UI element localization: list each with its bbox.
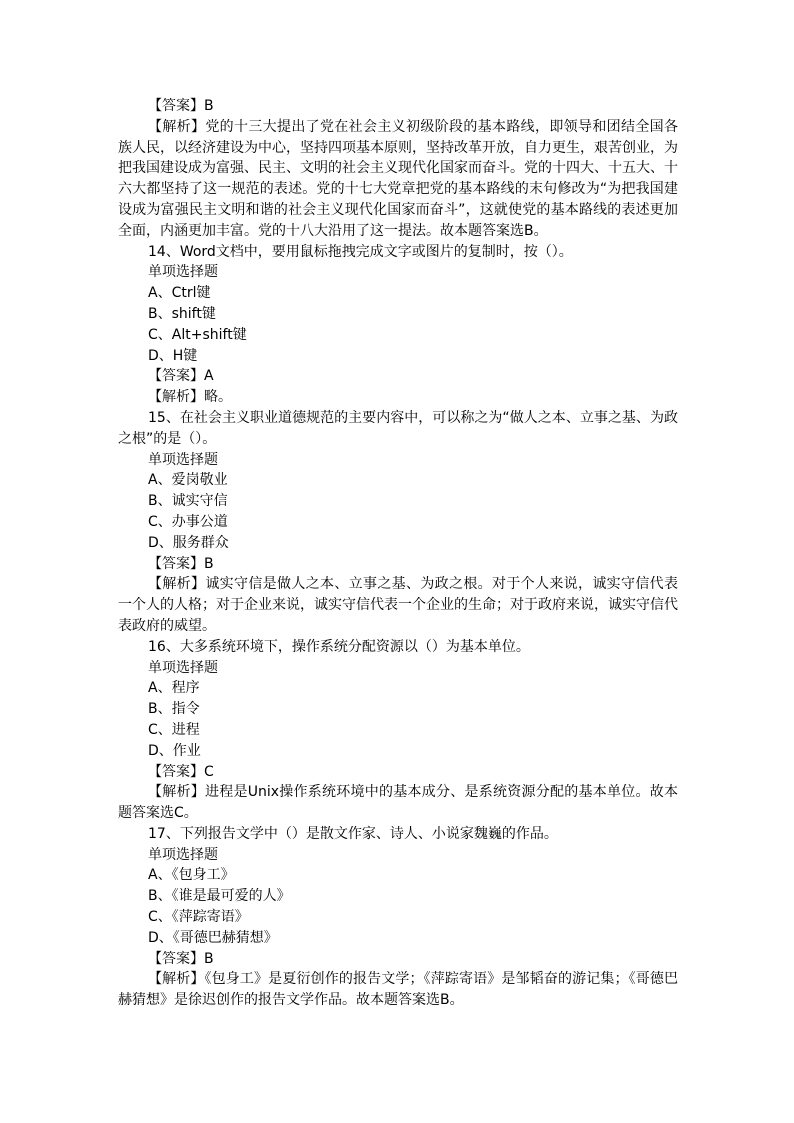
q17-analysis: 【解析】《包身工》是夏衍创作的报告文学；《萍踪寄语》是邹韬奋的游记集；《哥德巴赫猜想》是徐迟创作的报告文学作品。故本题答案选B。	[118, 971, 678, 1009]
q17-question: 17、下列报告文学中（）是散文作家、诗人、小说家魏巍的作品。	[148, 825, 558, 842]
q15-option-c: C、办事公道	[148, 513, 228, 530]
q16-question: 16、大多系统环境下，操作系统分配资源以（）为基本单位。	[148, 638, 530, 655]
q15-answer: 【答案】B	[148, 555, 214, 572]
q14-analysis: 【解析】略。	[148, 389, 232, 406]
q13-analysis: 【解析】党的十三大提出了党在社会主义初级阶段的基本路线，即领导和团结全国各族人民，以经济建设为中心，坚持四项基本原则，坚持改革开放，自力更生，艰苦创业，为把我国建设成为富强、民主、文明的社会主义现代化国家而奋斗。党的十四大、十五大、十六大都坚持了这一规范的表述。党的十七大党章把党的基本路线的末句修改为“为把我国建设成为富强民主文明和谐的社会主义现代化国家而奋斗”，这就使党的基本路线的表述更加全面，内涵更加丰富。党的十八大沿用了这一提法。故本题答案选B。	[118, 118, 678, 239]
q14-type: 单项选择题	[148, 264, 218, 281]
q17-answer: 【答案】B	[148, 950, 214, 967]
q14-option-a: A、Ctrl键	[148, 285, 211, 302]
q14-option-b: B、shift键	[148, 305, 216, 322]
q16-option-c: C、进程	[148, 721, 200, 738]
q15-analysis: 【解析】诚实守信是做人之本、立事之基、为政之根。对于个人来说，诚实守信代表一个人的人格；对于企业来说，诚实守信代表一个企业的生命；对于政府来说，诚实守信代表政府的威望。	[118, 576, 678, 634]
document-content	[118, 96, 678, 1011]
q16-option-b: B、指令	[148, 701, 200, 718]
q14-question: 14、Word文档中，要用鼠标拖拽完成文字或图片的复制时，按（）。	[148, 243, 573, 260]
q15-question: 15、在社会主义职业道德规范的主要内容中，可以称之为“做人之本、立事之基、为政之根”的是（）。	[118, 409, 678, 447]
q17-option-b: B、《谁是最可爱的人》	[148, 888, 291, 905]
q14-answer: 【答案】A	[148, 368, 214, 385]
q16-option-a: A、程序	[148, 680, 200, 697]
q15-option-d: D、服务群众	[148, 534, 229, 551]
q15-option-a: A、爱岗敬业	[148, 472, 228, 489]
q15-option-b: B、诚实守信	[148, 493, 228, 510]
q15-type: 单项选择题	[148, 451, 218, 468]
q14-option-d: D、H键	[148, 347, 198, 364]
q16-type: 单项选择题	[148, 659, 218, 676]
q16-option-d: D、作业	[148, 742, 201, 759]
q17-option-d: D、《哥德巴赫猜想》	[148, 929, 278, 946]
q17-type: 单项选择题	[148, 846, 218, 863]
q13-answer: 【答案】B	[148, 98, 214, 114]
q16-analysis: 【解析】进程是Unix操作系统环境中的基本成分、是系统资源分配的基本单位。故本题答案选C。	[118, 784, 678, 822]
q16-answer: 【答案】C	[148, 763, 214, 780]
q14-option-c: C、Alt+shift键	[148, 326, 247, 343]
q17-option-c: C、《萍踪寄语》	[148, 909, 249, 926]
q17-option-a: A、《包身工》	[148, 867, 235, 884]
